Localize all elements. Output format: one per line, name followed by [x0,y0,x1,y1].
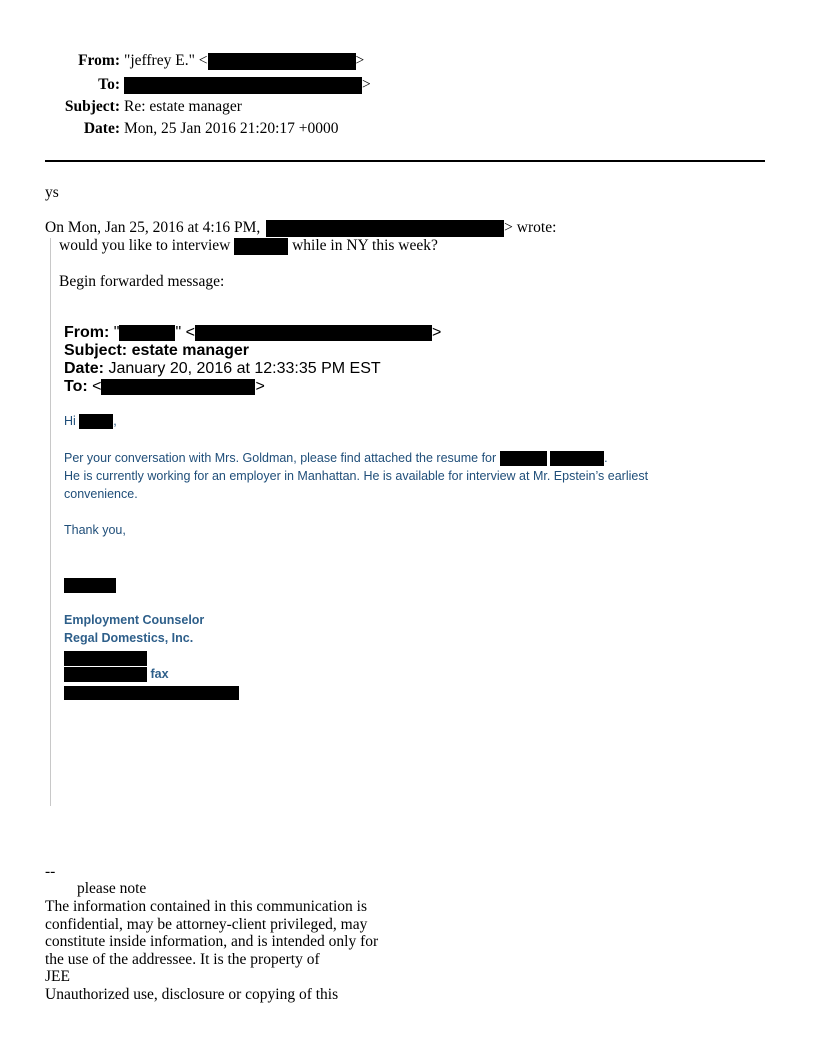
header-divider [45,160,765,162]
redaction-block [500,451,547,466]
question-line [59,237,438,255]
redaction-block [550,451,604,466]
redaction-block [64,651,147,666]
footer-disclaimer [45,898,378,1003]
fwd-from-label: From: [64,324,110,341]
fwd-to-line [64,378,441,396]
fwd-subject-value: estate manager [131,342,249,359]
from-label: From: [78,52,120,69]
footer-line: Unauthorized use, disclosure or copying of this [45,985,339,1003]
redaction-block [64,667,147,682]
para1-end: . [604,451,608,465]
fwd-from-line [64,324,441,342]
fwd-to-close: > [255,378,265,395]
redaction-block [124,77,362,94]
fwd-to-open: < [92,378,102,395]
redaction-block [195,325,432,341]
para1-start: Per your conversation with Mrs. Goldman, please find attached the resume for [64,451,497,465]
fwd-to-label: To: [64,378,88,395]
fwd-date-value: January 20, 2016 at 12:33:35 PM EST [108,360,381,377]
fwd-subject-label: Subject: [64,342,128,359]
redaction-block [79,414,113,429]
para1 [64,451,608,466]
quote-intro [45,219,556,237]
to-value [124,76,371,94]
redaction-block [266,220,504,237]
sig-title: Employment Counselor [64,613,205,627]
to-close: > [362,76,371,93]
forwarded-header [64,324,441,396]
footer-line: The information contained in this communication is [45,898,367,915]
quote-intro-start: On Mon, Jan 25, 2016 at 4:16 PM, [45,219,261,236]
para2: He is currently working for an employer in Manhattan. He is available for interview at Mr. Epstein’s earliest [64,469,649,483]
footer-line: constitute inside information, and is intended only for [45,933,379,950]
to-label: To: [98,76,120,93]
date-value: Mon, 25 Jan 2016 21:20:17 +0000 [124,120,339,137]
sig-company: Regal Domestics, Inc. [64,631,194,645]
redaction-block [64,578,116,593]
footer-line: the use of the addressee. It is the property of [45,950,320,968]
redaction-block [119,325,175,341]
thanks: Thank you, [64,523,126,537]
from-value [124,52,364,70]
fwd-from-close: > [431,324,442,341]
question-start: would you like to interview [59,237,231,254]
greeting-start: Hi [64,414,76,428]
question-end: while in NY this week? [292,237,438,254]
reply-text: ys [45,184,59,201]
greeting [64,414,117,429]
footer-line: confidential, may be attorney-client privileged, may [45,915,368,933]
sig-fax-line [64,667,169,682]
footer-dashes: -- [45,863,56,880]
para3: convenience. [64,487,138,501]
fwd-date-line [64,360,441,378]
subject-value: Re: estate manager [124,98,242,115]
redaction-block [64,686,239,700]
fwd-date-label: Date: [64,360,105,377]
quote-bar [50,238,51,806]
redaction-block [208,53,356,70]
from-close: > [355,52,365,69]
footer-line: JEE [45,968,70,985]
fwd-subject-line [64,342,441,360]
begin-forwarded: Begin forwarded message: [59,273,225,290]
quote-intro-end: > wrote: [504,219,557,236]
redaction-block [234,238,288,255]
fwd-from-quote-open: " [113,324,120,341]
email-header [0,52,816,152]
from-name: "jeffrey E." < [124,52,208,69]
greeting-end: , [113,414,117,428]
subject-label: Subject: [64,98,120,115]
fwd-from-quote-mid: " < [175,324,195,341]
sig-fax: fax [150,667,169,681]
date-label: Date: [83,120,120,137]
redaction-block [101,379,255,395]
footer-please-note: please note [77,880,147,897]
